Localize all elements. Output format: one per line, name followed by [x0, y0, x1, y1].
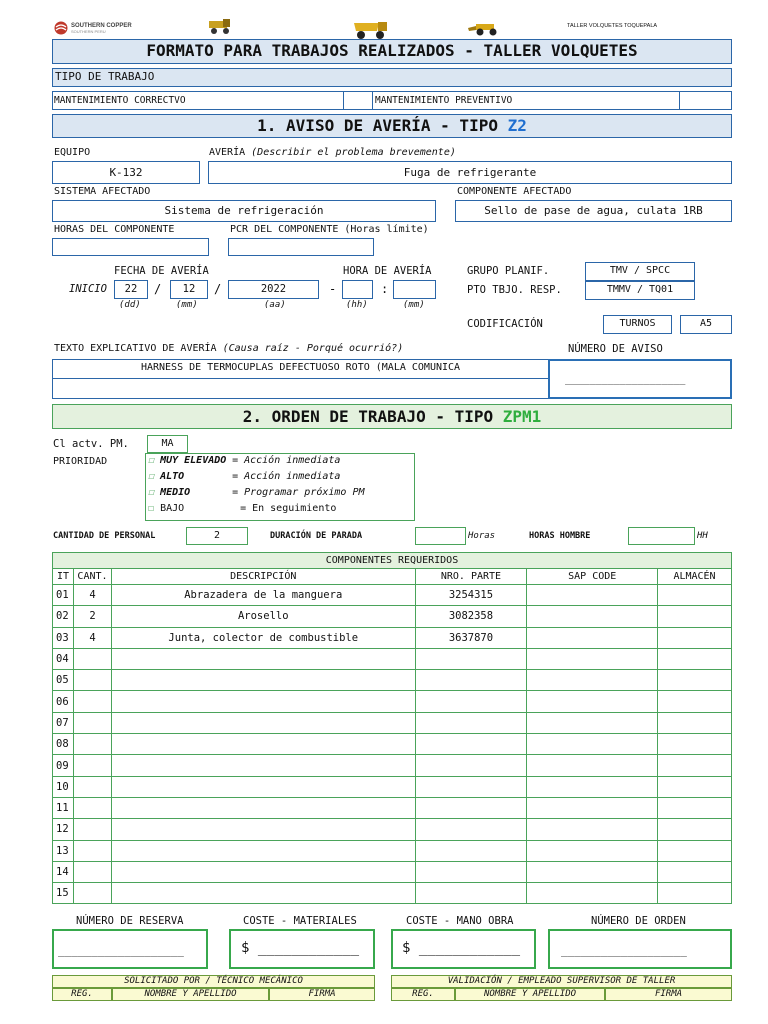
sap-code-cell[interactable]: [527, 840, 658, 861]
nro-parte-cell[interactable]: [415, 819, 527, 840]
descripcion-cell[interactable]: [111, 712, 415, 733]
averia-value: Fuga de refrigerante: [403, 166, 537, 179]
loader-icon: [466, 20, 504, 36]
prioridad-option[interactable]: ☐ MUY ELEVADO = Acción inmediata: [148, 455, 341, 466]
item-number: 06: [53, 691, 74, 712]
almacen-cell[interactable]: [658, 797, 732, 818]
almacen-cell[interactable]: [658, 648, 732, 669]
almacen-cell[interactable]: [658, 606, 732, 627]
descripcion-cell[interactable]: [111, 819, 415, 840]
prioridad-label: PRIORIDAD: [53, 456, 108, 467]
materiales-label: COSTE - MATERIALES: [243, 915, 357, 927]
nro-parte-cell[interactable]: [415, 840, 527, 861]
mano-label: COSTE - MANO OBRA: [406, 915, 514, 927]
column-header: NRO. PARTE: [415, 569, 527, 585]
sap-code-cell[interactable]: [527, 755, 658, 776]
hora-dash: -: [329, 282, 337, 296]
almacen-cell[interactable]: [658, 585, 732, 606]
orden-line: ___________________: [561, 944, 687, 957]
texto-divider: [52, 378, 549, 379]
item-number: 08: [53, 734, 74, 755]
company-logo: [54, 21, 132, 35]
table-row: [53, 755, 732, 776]
nro-parte-cell[interactable]: [415, 755, 527, 776]
section1-title: 1. AVISO DE AVERÍA - TIPO Z2: [257, 116, 527, 135]
componente-label: COMPONENTE AFECTADO: [457, 186, 572, 197]
sap-code-cell[interactable]: [527, 734, 658, 755]
nro-parte-cell[interactable]: [415, 883, 527, 904]
sap-code-cell[interactable]: [527, 585, 658, 606]
section2-title: 2. ORDEN DE TRABAJO - TIPO ZPM1: [242, 407, 542, 426]
sap-code-cell[interactable]: [527, 819, 658, 840]
sap-code-cell[interactable]: [527, 648, 658, 669]
unit-dd: (dd): [119, 300, 141, 310]
almacen-cell[interactable]: [658, 670, 732, 691]
descripcion-cell[interactable]: [111, 840, 415, 861]
cantidad-cell[interactable]: [73, 670, 111, 691]
horas-componente-field[interactable]: [52, 238, 209, 256]
validacion-firma[interactable]: FIRMA: [605, 988, 732, 1001]
item-number: 15: [53, 883, 74, 904]
validacion-reg[interactable]: REG.: [391, 988, 455, 1001]
nro-parte-cell[interactable]: [415, 712, 527, 733]
cantidad-cell[interactable]: [73, 755, 111, 776]
unit-hh: (hh): [346, 300, 368, 310]
nro-parte-cell[interactable]: [415, 670, 527, 691]
descripcion-cell[interactable]: [111, 797, 415, 818]
horas-hombre-label: HORAS HOMBRE: [529, 531, 591, 541]
horas-hombre-unit: HH: [697, 531, 708, 541]
table-row: [53, 734, 732, 755]
fecha-dd-value: 22: [124, 283, 138, 295]
descripcion-cell[interactable]: [111, 691, 415, 712]
item-number: 05: [53, 670, 74, 691]
item-number: 04: [53, 648, 74, 669]
sap-code-cell[interactable]: [527, 776, 658, 797]
mant-preventivo-label: MANTENIMIENTO PREVENTIVO: [375, 95, 513, 106]
item-number: 11: [53, 797, 74, 818]
grupo-value: TMV / SPCC: [609, 265, 671, 276]
nro-parte-cell[interactable]: [415, 691, 527, 712]
almacen-cell[interactable]: [658, 840, 732, 861]
table-row: [53, 627, 732, 648]
solicitado-title: SOLICITADO POR / TÉCNICO MECÁNICO: [52, 975, 375, 988]
almacen-cell[interactable]: [658, 776, 732, 797]
fecha-label: FECHA DE AVERÍA: [114, 265, 209, 277]
mant-preventivo-check[interactable]: [679, 91, 732, 110]
fecha-mm-value: 12: [182, 283, 196, 295]
section2-code: ZPM1: [502, 407, 542, 426]
averia-label: AVERÍA (Describir el problema brevemente): [209, 147, 456, 158]
hora-colon: :: [381, 282, 389, 296]
sistema-label: SISTEMA AFECTADO: [54, 186, 151, 197]
almacen-cell[interactable]: [658, 883, 732, 904]
cantidad-cell[interactable]: [73, 691, 111, 712]
fecha-sep1: /: [154, 282, 162, 296]
almacen-cell[interactable]: [658, 627, 732, 648]
item-number: 12: [53, 819, 74, 840]
descripcion-cell[interactable]: [111, 670, 415, 691]
item-number: 01: [53, 585, 74, 606]
cantidad-cell[interactable]: [73, 840, 111, 861]
nro-parte-cell[interactable]: 3254315: [415, 585, 527, 606]
inicio-label: INICIO: [69, 283, 107, 295]
equipo-label: EQUIPO: [54, 147, 91, 158]
cantidad-cell[interactable]: 4: [73, 627, 111, 648]
sap-code-cell[interactable]: [527, 712, 658, 733]
haul-truck-icon: [353, 19, 389, 40]
cantidad-cell[interactable]: 2: [73, 606, 111, 627]
fecha-sep2: /: [214, 282, 222, 296]
table-row: [53, 797, 732, 818]
item-number: 07: [53, 712, 74, 733]
prioridad-options: [148, 455, 413, 519]
sap-code-cell[interactable]: [527, 627, 658, 648]
validacion-title: VALIDACIÓN / EMPLEADO SUPERVISOR DE TALLER: [391, 975, 732, 988]
validacion-nombre[interactable]: NOMBRE Y APELLIDO: [455, 988, 605, 1001]
sistema-value: Sistema de refrigeración: [164, 204, 324, 217]
nro-parte-cell[interactable]: [415, 734, 527, 755]
materiales-line: $ ____________: [241, 940, 360, 956]
table-row: [53, 648, 732, 669]
duracion-field[interactable]: [415, 527, 466, 545]
codificacion-code: A5: [699, 318, 713, 329]
truck-icon: [207, 18, 233, 35]
mant-correctivo-check[interactable]: [343, 91, 373, 110]
sap-code-cell[interactable]: [527, 691, 658, 712]
cantidad-cell[interactable]: 4: [73, 585, 111, 606]
company-logo-icon: [54, 21, 68, 35]
table-row: [53, 776, 732, 797]
orden-label: NÚMERO DE ORDEN: [591, 915, 686, 927]
column-header: IT: [53, 569, 74, 585]
unit-mm: (mm): [176, 300, 198, 310]
table-row: [53, 861, 732, 882]
reserva-label: NÚMERO DE RESERVA: [76, 915, 184, 927]
aviso-label: NÚMERO DE AVISO: [568, 343, 663, 355]
table-row: [53, 819, 732, 840]
nro-parte-cell[interactable]: 3082358: [415, 606, 527, 627]
almacen-cell[interactable]: [658, 734, 732, 755]
grupo-label: GRUPO PLANIF.: [467, 265, 550, 277]
column-header: CANT.: [73, 569, 111, 585]
descripcion-cell[interactable]: Abrazadera de la manguera: [111, 585, 415, 606]
hora-hh-field[interactable]: [342, 280, 373, 299]
cantidad-cell[interactable]: [73, 883, 111, 904]
descripcion-cell[interactable]: Arosello: [111, 606, 415, 627]
descripcion-cell[interactable]: [111, 861, 415, 882]
table-row: [53, 712, 732, 733]
solicitado-reg[interactable]: REG.: [52, 988, 112, 1001]
cantidad-cell[interactable]: [73, 819, 111, 840]
sap-code-cell[interactable]: [527, 606, 658, 627]
components-table: [52, 552, 732, 904]
componente-value: Sello de pase de agua, culata 1RB: [484, 204, 703, 217]
mant-correctivo-label: MANTENIMIENTO CORRECTVO: [54, 95, 186, 106]
shop-name: TALLER VOLQUETES TOQUEPALA: [567, 23, 658, 29]
nro-parte-cell[interactable]: [415, 861, 527, 882]
column-header: SAP CODE: [527, 569, 658, 585]
item-number: 03: [53, 627, 74, 648]
item-number: 14: [53, 861, 74, 882]
clactv-label: Cl actv. PM.: [53, 438, 129, 450]
tipo-trabajo-label: TIPO DE TRABAJO: [55, 70, 155, 83]
nro-parte-cell[interactable]: 3637870: [415, 627, 527, 648]
item-number: 10: [53, 776, 74, 797]
almacen-cell[interactable]: [658, 819, 732, 840]
pto-label: PTO TBJO. RESP.: [467, 284, 562, 296]
table-row: [53, 883, 732, 904]
descripcion-cell[interactable]: [111, 883, 415, 904]
personal-label: CANTIDAD DE PERSONAL: [53, 531, 156, 541]
cantidad-cell[interactable]: [73, 712, 111, 733]
duracion-label: DURACIÓN DE PARADA: [270, 531, 363, 541]
descripcion-cell[interactable]: [111, 755, 415, 776]
table-row: [53, 840, 732, 861]
sap-code-cell[interactable]: [527, 861, 658, 882]
nro-parte-cell[interactable]: [415, 797, 527, 818]
descripcion-cell[interactable]: [111, 734, 415, 755]
codificacion-label: CODIFICACIÓN: [467, 318, 543, 330]
unit-min: (mm): [403, 300, 425, 310]
pcr-field[interactable]: [228, 238, 374, 256]
prioridad-option[interactable]: ☐ BAJO = En seguimiento: [148, 503, 337, 514]
descripcion-cell[interactable]: Junta, colector de combustible: [111, 627, 415, 648]
pto-value: TMMV / TQ01: [606, 284, 674, 295]
hora-mm-field[interactable]: [393, 280, 436, 299]
personal-value: 2: [213, 530, 221, 541]
descripcion-cell[interactable]: [111, 648, 415, 669]
texto-value: HARNESS DE TERMOCUPLAS DEFECTUOSO ROTO (MALA COMUNICA: [140, 362, 461, 373]
reserva-line: ___________________: [58, 944, 184, 957]
item-number: 02: [53, 606, 74, 627]
texto-label: TEXTO EXPLICATIVO DE AVERÍA (Causa raíz - Porqué ocurrió?): [54, 343, 404, 354]
table-row: [53, 670, 732, 691]
sap-code-cell[interactable]: [527, 883, 658, 904]
horas-hombre-field[interactable]: [628, 527, 695, 545]
mano-line: $ ____________: [402, 940, 521, 956]
cantidad-cell[interactable]: [73, 861, 111, 882]
equipo-value: K-132: [109, 166, 143, 179]
cantidad-cell[interactable]: [73, 648, 111, 669]
solicitado-firma[interactable]: FIRMA: [269, 988, 375, 1001]
item-number: 09: [53, 755, 74, 776]
nro-parte-cell[interactable]: [415, 776, 527, 797]
sap-code-cell[interactable]: [527, 670, 658, 691]
unit-aa: (aa): [264, 300, 286, 310]
company-name: SOUTHERN COPPER: [71, 22, 132, 29]
components-title: COMPONENTES REQUERIDOS: [53, 553, 732, 569]
form-title: FORMATO PARA TRABAJOS REALIZADOS - TALLER VOLQUETES: [146, 41, 638, 60]
table-row: [53, 606, 732, 627]
nro-parte-cell[interactable]: [415, 648, 527, 669]
cantidad-cell[interactable]: [73, 776, 111, 797]
column-header: DESCRIPCIÓN: [111, 569, 415, 585]
fecha-aa-value: 2022: [260, 283, 287, 295]
almacen-cell[interactable]: [658, 861, 732, 882]
prioridad-option[interactable]: ☐ MEDIO = Programar próximo PM: [148, 487, 365, 498]
column-header: ALMACÉN: [658, 569, 732, 585]
table-row: [53, 691, 732, 712]
hora-label: HORA DE AVERÍA: [343, 265, 432, 277]
clactv-value: MA: [161, 438, 174, 449]
horas-componente-label: HORAS DEL COMPONENTE: [54, 224, 175, 235]
company-subname: SOUTHERN PERU: [71, 28, 106, 34]
almacen-cell[interactable]: [658, 712, 732, 733]
pcr-label: PCR DEL COMPONENTE (Horas límite): [230, 224, 429, 235]
item-number: 13: [53, 840, 74, 861]
duracion-unit: Horas: [468, 531, 496, 541]
table-row: [53, 585, 732, 606]
prioridad-option[interactable]: ☐ ALTO = Acción inmediata: [148, 471, 341, 482]
solicitado-nombre[interactable]: NOMBRE Y APELLIDO: [112, 988, 269, 1001]
section1-code: Z2: [507, 116, 527, 135]
cantidad-cell[interactable]: [73, 797, 111, 818]
almacen-cell[interactable]: [658, 691, 732, 712]
aviso-line: ____________________: [565, 374, 686, 385]
codificacion-value: TURNOS: [619, 318, 656, 329]
descripcion-cell[interactable]: [111, 776, 415, 797]
almacen-cell[interactable]: [658, 755, 732, 776]
sap-code-cell[interactable]: [527, 797, 658, 818]
cantidad-cell[interactable]: [73, 734, 111, 755]
